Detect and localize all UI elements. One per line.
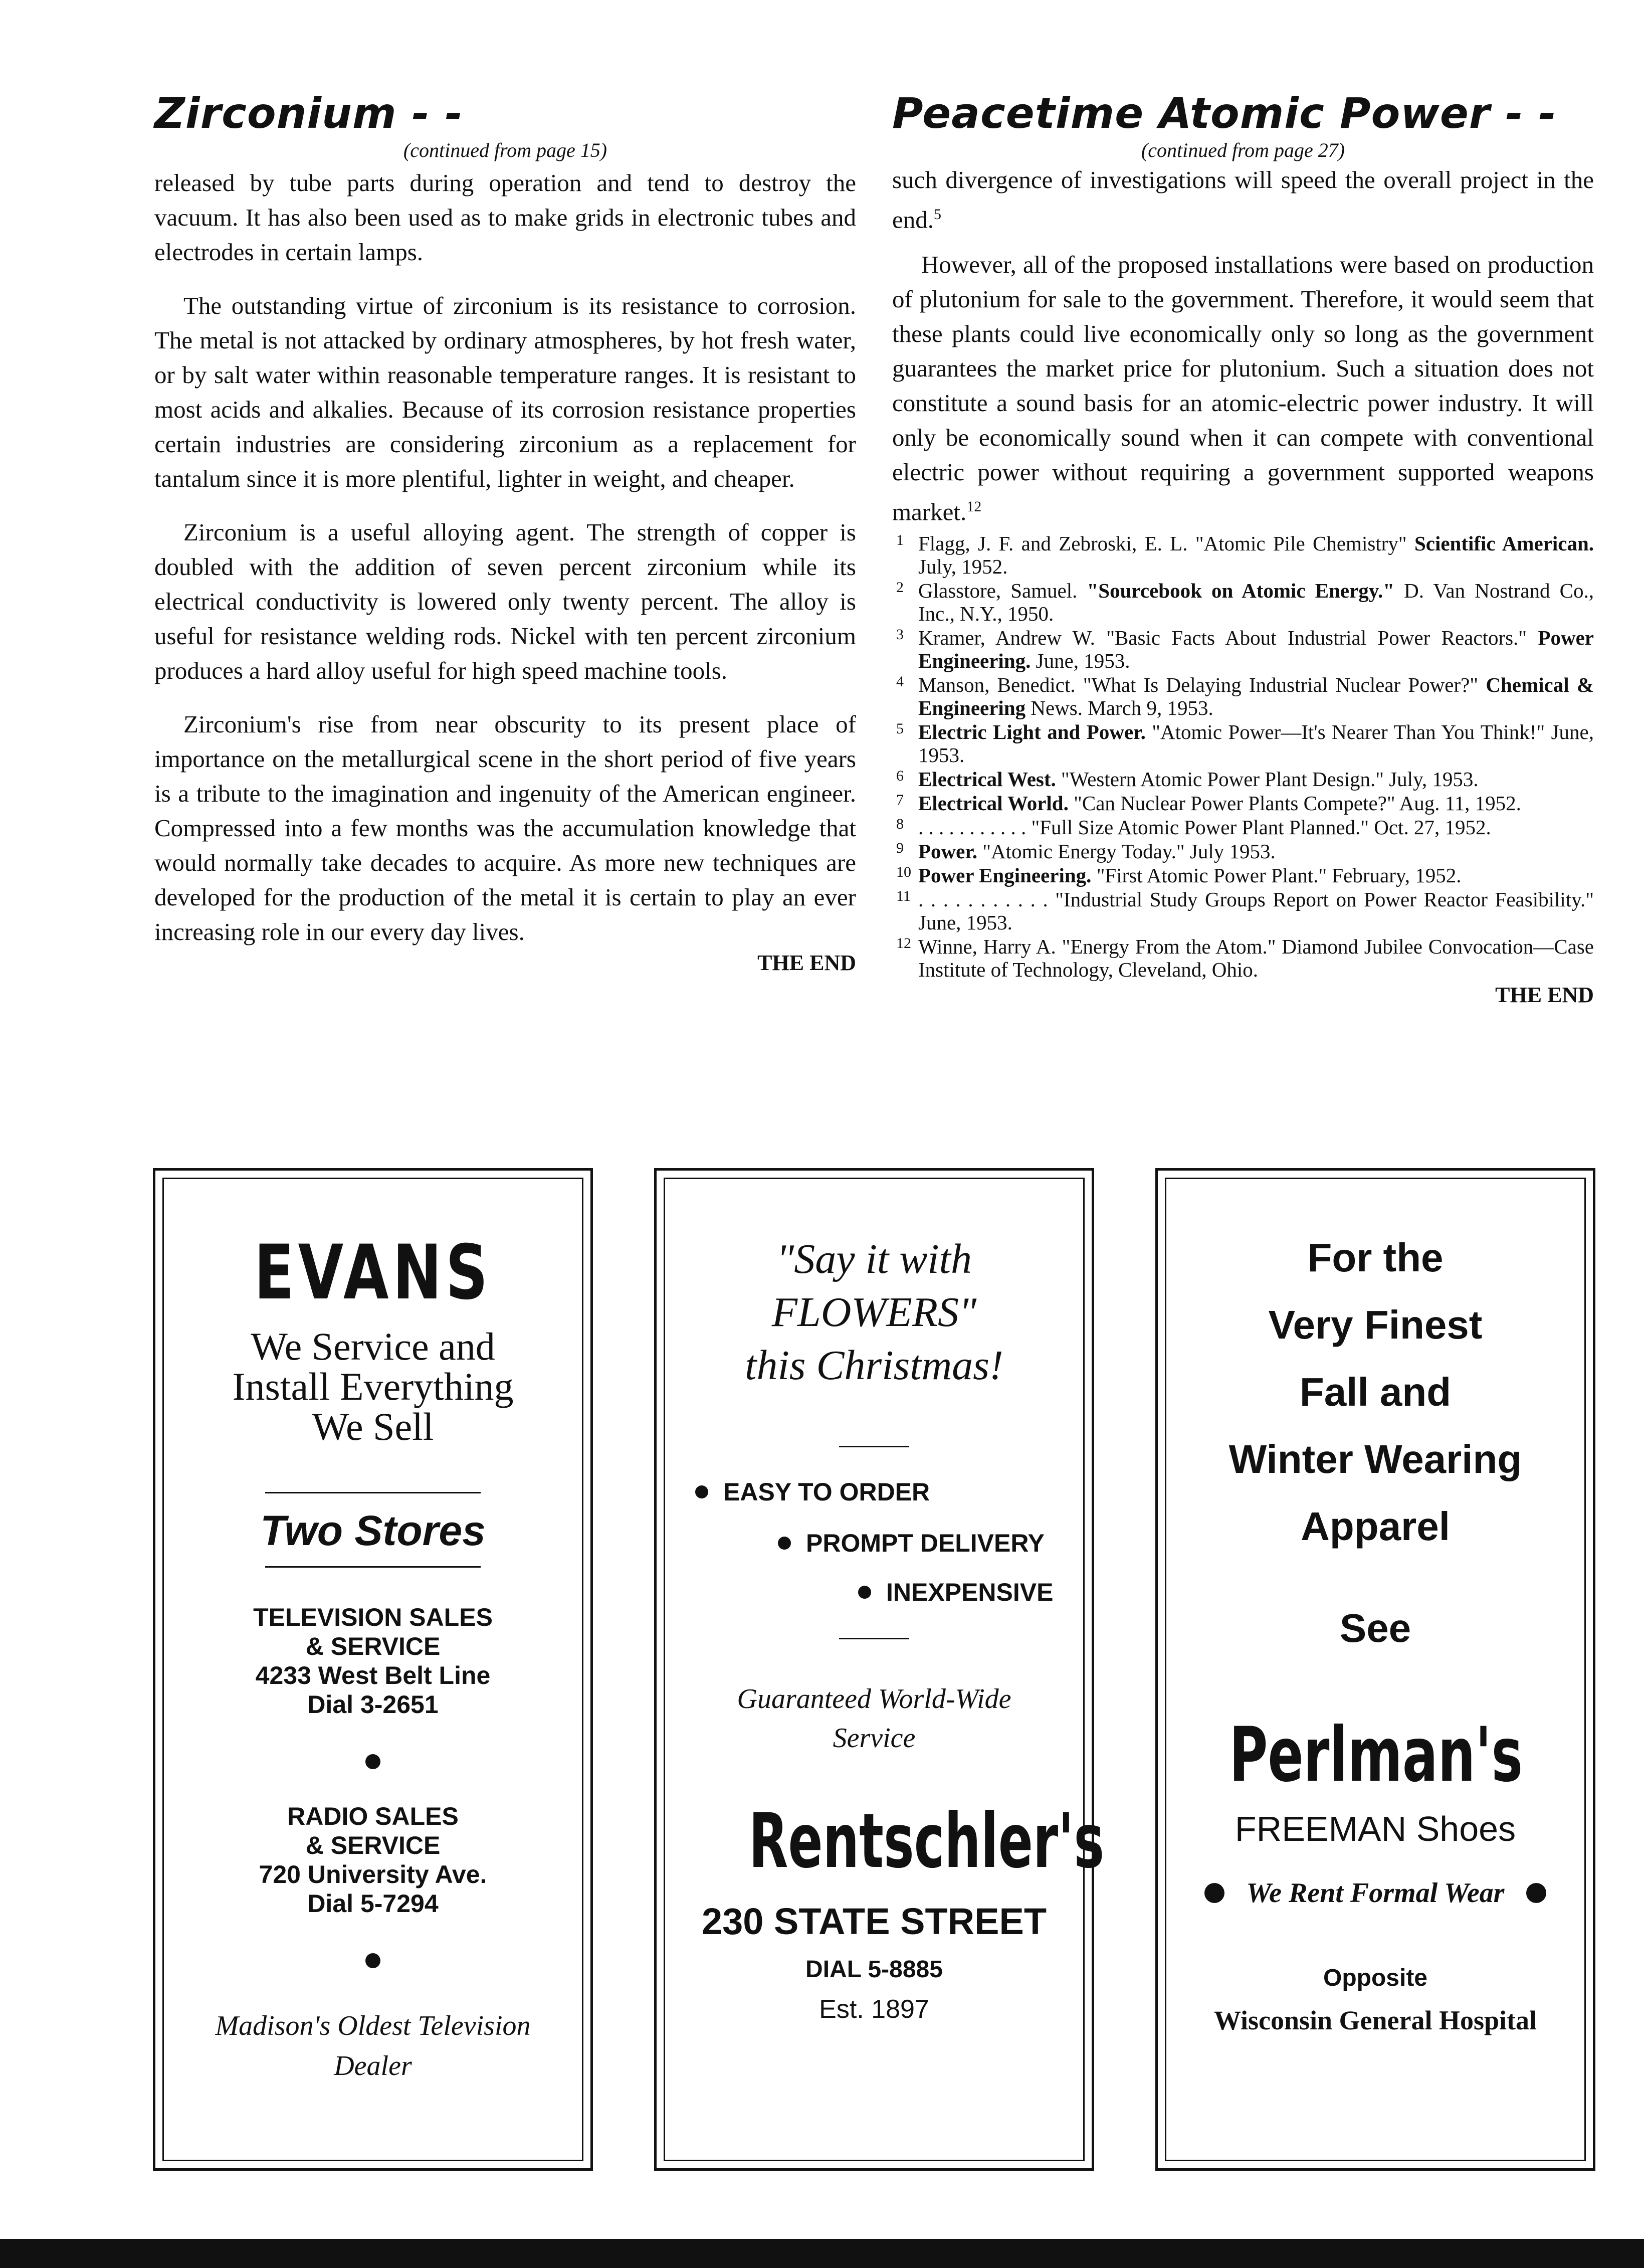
perlmans-name: Perlman's — [1229, 1712, 1523, 1799]
footnote-1: 1 Flagg, J. F. and Zebroski, E. L. "Atomic Pile Chemistry" Scientific American. July, 1952. — [896, 532, 1594, 579]
evans-divider-bottom — [265, 1566, 481, 1568]
footnote-9: 9 Power. "Atomic Energy Today." July 1953. — [896, 840, 1276, 863]
evans-divider-top — [265, 1492, 481, 1493]
zirconium-title: Zirconium - - — [154, 89, 463, 138]
flowers-guarantee-2: Service — [833, 1723, 916, 1754]
flowers-headline-1: "Say it with — [776, 1236, 972, 1282]
atomic-power-paragraph-1: such divergence of investigations will speed the overall project in the end.$^5$ — [892, 166, 1594, 234]
zirconium-article — [154, 90, 856, 976]
footnote-4: 4 Manson, Benedict. "What Is Delaying Industrial Nuclear Power?" Chemical & Engineering News. March 9, 1953. — [896, 673, 1594, 720]
rentschlers-dial: DIAL 5-8885 — [805, 1956, 943, 1983]
perlman-see: See — [1339, 1606, 1411, 1650]
evans-tagline-2: Install Everything — [232, 1365, 514, 1408]
zirconium-continued-note: (continued from page 15) — [403, 139, 607, 162]
perlman-formal-wear: We Rent Formal Wear — [1166, 1877, 1584, 1909]
rentschlers-advertisement — [654, 1168, 1105, 2171]
evans-advertisement — [153, 1168, 593, 2171]
footnote-11: 11 . . . . . . . . . . . "Industrial Study Groups Report on Power Reactor Feasibility." June, 1953. — [896, 888, 1594, 934]
perlman-headline-5: Apparel — [1301, 1504, 1450, 1549]
atomic-power-the-end: THE END — [1495, 983, 1594, 1008]
perlman-freeman-shoes: FREEMAN Shoes — [1235, 1809, 1516, 1848]
evans-name: EVANS — [254, 1229, 492, 1316]
footnote-8: 8 . . . . . . . . . . . "Full Size Atomic Power Plant Planned." Oct. 27, 1952. — [896, 816, 1491, 839]
flowers-headline-2: FLOWERS" — [771, 1289, 977, 1336]
perlman-opposite: Opposite — [1323, 1965, 1427, 1991]
zirconium-paragraph-4: Zirconium's rise from near obscurity to its present place of importance on the metallurgical scene in the short period of five years is a tribute to the imagination and ingenuity of the American engineer. Compressed into a few months was the accumulation knowledge that would normally take decades to acquire. As more new techniques are developed for the production of the metal it is certain to play an ever increasing role in our every day lives. — [154, 710, 856, 946]
zirconium-paragraph-3: Zirconium is a useful alloying agent. The strength of copper is doubled with the addition of seven percent zirconium while its electrical conductivity is lowered only twenty percent. The alloy is useful for resistance welding rods. Nickel with ten percent zirconium produces a hard alloy useful for high speed machine tools. — [154, 518, 856, 685]
footnotes-list — [892, 532, 1594, 981]
footnote-5: 5 Electric Light and Power. "Atomic Power—It's Nearer Than You Think!" June, 1953. — [896, 720, 1594, 767]
footnote-6: 6 Electrical West. "Western Atomic Power Plant Design." July, 1953. — [896, 768, 1479, 791]
perlmans-advertisement — [1155, 1168, 1595, 2171]
footnote-7: 7 Electrical World. "Can Nuclear Power Plants Compete?" Aug. 11, 1952. — [896, 792, 1521, 815]
evans-bullet-dot-2 — [365, 1953, 380, 1968]
flowers-bullet-prompt: PROMPT DELIVERY — [778, 1529, 1045, 1558]
rentschlers-address: 230 STATE STREET — [701, 1901, 1047, 1942]
atomic-power-article — [892, 90, 1594, 1008]
atomic-power-title: Peacetime Atomic Power - - — [892, 89, 1557, 138]
evans-store1-line4: Dial 3-2651 — [307, 1690, 439, 1719]
flowers-divider-top — [839, 1446, 909, 1447]
perlman-headline-3: Fall and — [1299, 1370, 1452, 1414]
rentschlers-name: Rentschler's — [748, 1798, 1105, 1885]
rentschlers-established: Est. 1897 — [819, 1995, 929, 2024]
evans-store2-line2: & SERVICE — [305, 1831, 441, 1859]
evans-footer-1: Madison's Oldest Television — [215, 2010, 531, 2041]
evans-store1-line3: 4233 West Belt Line — [255, 1661, 491, 1689]
zirconium-paragraph-2: The outstanding virtue of zirconium is its resistance to corrosion. The metal is not attacked by ordinary atmospheres, by hot fresh water, or by salt water within reasonable temperature ranges. It is resistant to most acids and alkalies. Because of its corrosion resistance properties certain industries are considering zirconium as a replacement for tantalum since it is more plentiful, lighter in weight, and cheaper. — [154, 292, 856, 493]
evans-bullet-dot-1 — [365, 1754, 380, 1769]
evans-two-stores: Two Stores — [260, 1507, 486, 1554]
evans-tagline-3: We Sell — [312, 1405, 434, 1448]
footnote-ref-12: 12 — [966, 498, 982, 515]
zirconium-paragraph-1: released by tube parts during operation and tend to destroy the vacuum. It has also been used as to make grids in electronic tubes and electrodes in certain lamps. — [154, 169, 856, 266]
perlman-headline-4: Winter Wearing — [1228, 1437, 1522, 1481]
perlman-headline-1: For the — [1307, 1235, 1444, 1280]
evans-tagline-1: We Service and — [251, 1325, 495, 1368]
footnote-12: 12 Winne, Harry A. "Energy From the Atom." Diamond Jubilee Convocation—Case Institute of Technology, Cleveland, Ohio. — [896, 935, 1594, 982]
footnote-10: 10 Power Engineering. "First Atomic Power Plant." February, 1952. — [896, 864, 1462, 887]
zirconium-the-end: THE END — [757, 951, 856, 976]
page-bottom-bar — [0, 2239, 1644, 2268]
flowers-guarantee-1: Guaranteed World-Wide — [737, 1683, 1011, 1715]
flowers-bullet-inexpensive: INEXPENSIVE — [858, 1578, 1053, 1607]
perlman-headline-2: Very Finest — [1268, 1302, 1483, 1347]
evans-store1-line2: & SERVICE — [305, 1632, 441, 1660]
evans-store2-line1: RADIO SALES — [287, 1802, 459, 1830]
evans-footer-2: Dealer — [334, 2050, 412, 2082]
perlman-hospital: Wisconsin General Hospital — [1213, 2005, 1537, 2035]
footnote-2: 2 Glasstore, Samuel. "Sourcebook on Atomic Energy." D. Van Nostrand Co., Inc., N.Y., 1950. — [896, 579, 1594, 626]
evans-store2-line3: 720 University Ave. — [259, 1860, 487, 1888]
atomic-power-continued-note: (continued from page 27) — [1141, 139, 1345, 162]
evans-store2-line4: Dial 5-7294 — [307, 1889, 439, 1918]
flowers-headline-3: this Christmas! — [745, 1342, 1003, 1389]
flowers-divider-bottom — [839, 1638, 909, 1639]
footnote-ref-5: 5 — [934, 206, 941, 223]
atomic-power-paragraph-2: However, all of the proposed installations were based on production of plutonium for sale to the government. Therefore, it would seem that these plants could live economically only so long as the government guarantees the market price for plutonium. Such a situation does not constitute a sound basis for an atomic-electric power industry. It will only be economically sound when it can compete with conventional electric power without requiring a government supported weapons market.$^{12}$ — [892, 250, 1594, 526]
flowers-bullet-easy: EASY TO ORDER — [695, 1477, 930, 1506]
footnote-3: 3 Kramer, Andrew W. "Basic Facts About Industrial Power Reactors." Power Engineering. June, 1953. — [896, 626, 1594, 673]
evans-store1-line1: TELEVISION SALES — [253, 1603, 493, 1631]
